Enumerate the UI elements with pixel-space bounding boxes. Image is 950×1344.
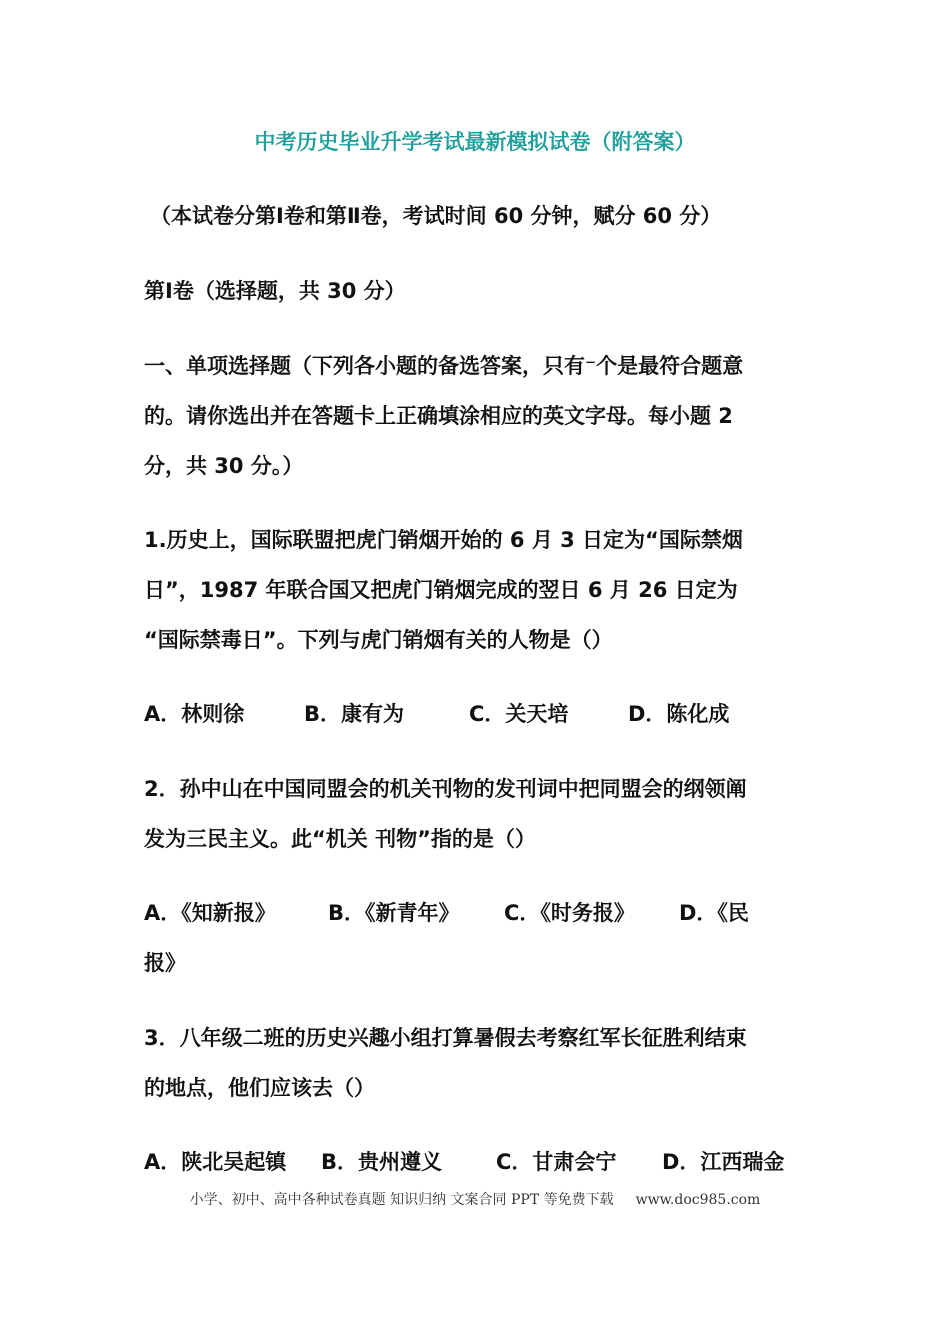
question-2-option-d-continued: 报》 (144, 951, 186, 975)
instructions-line-1: 一、单项选择题（下列各小题的备选答案，只有⁻个是最符合题意 (144, 354, 744, 378)
option-c: C．《时务报》 (504, 901, 635, 925)
option-a: A．林则徐 (144, 702, 245, 726)
question-2-line-1: 2．孙中山在中国同盟会的机关刊物的发刊词中把同盟会的纲领阐 (144, 777, 747, 801)
question-3-line-1: 3．八年级二班的历史兴趣小组打算暑假去考察红军长征胜利结束 (144, 1026, 747, 1050)
footer-url: www.doc985.com (635, 1192, 761, 1208)
option-c: C．甘肃会宁 (496, 1150, 617, 1174)
instructions-line-3: 分，共 30 分。） (144, 454, 304, 478)
option-a: A．陕北吴起镇 (144, 1150, 287, 1174)
option-d: D．江西瑞金 (662, 1150, 785, 1174)
question-2-line-2: 发为三民主义。此“机关 刊物”指的是（） (144, 827, 536, 851)
option-d: D．陈化成 (628, 702, 730, 726)
question-3-line-2: 的地点，他们应该去（） (144, 1076, 375, 1100)
option-d: D．《民 (679, 901, 749, 925)
footer-text: 小学、初中、高中各种试卷真题 知识归纳 文案合同 PPT 等免费下载 (189, 1192, 614, 1208)
option-b: B．《新青年》 (328, 901, 460, 925)
page-footer (0, 1190, 950, 1210)
option-c: C．关天培 (469, 702, 569, 726)
question-1-line-3: “国际禁毒日”。下列与虎门销烟有关的人物是（） (144, 628, 613, 652)
option-a: A．《知新报》 (144, 901, 276, 925)
question-1-line-2: 日”，1987 年联合国又把虎门销烟完成的翌日 6 月 26 日定为 (144, 578, 738, 602)
exam-info: （本试卷分第Ⅰ卷和第Ⅱ卷，考试时间 60 分钟，赋分 60 分） (150, 204, 722, 228)
option-b: B．康有为 (304, 702, 405, 726)
section-heading: 第Ⅰ卷（选择题，共 30 分） (144, 279, 406, 303)
question-1-line-1: 1.历史上，国际联盟把虎门销烟开始的 6 月 3 日定为“国际禁烟 (144, 528, 743, 552)
exam-title: 中考历史毕业升学考试最新模拟试卷（附答案） (254, 130, 696, 154)
option-b: B．贵州遵义 (321, 1150, 443, 1174)
instructions-line-2: 的。请你选出并在答题卡上正确填涂相应的英文字母。每小题 2 (144, 404, 733, 428)
